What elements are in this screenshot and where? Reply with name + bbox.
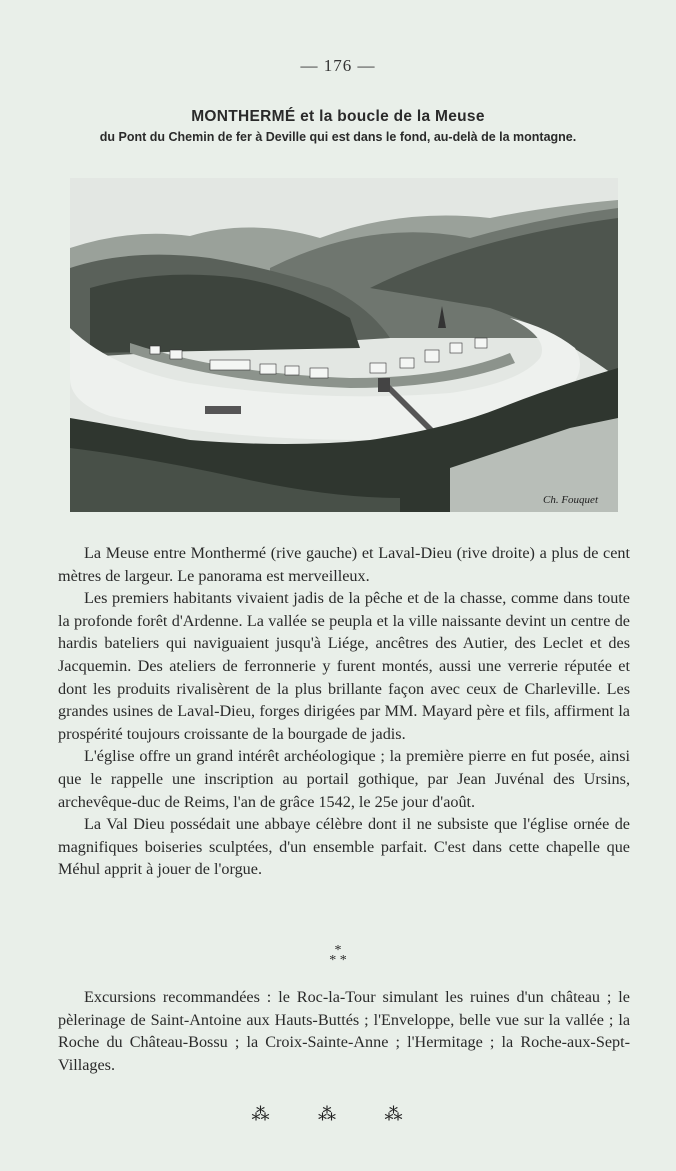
body-text [58,542,630,881]
paragraph: La Val Dieu possédait une abbaye célèbre dont il ne subsiste que l'église ornée de magnifiques boiseries sculptées, d'un ensemble parfait. C'est dans cette chapelle que Méhul apprit à jouer de l'orgue. [58,815,630,879]
paragraph: Les premiers habitants vivaient jadis de la pêche et de la chasse, comme dans toute la profonde forêt d'Ardenne. La vallée se peupla et la ville naissante devint un centre de hardis bateliers qui naviguaient jusqu'à Liége, ancêtres des Autier, des Leclet et des Jacquemin. Des ateliers de ferronnerie y furent montés, aussi une verrerie réputée et dont les produits rivalisèrent de la plus brillante façon avec ceux de Charleville. Les grandes usines de Laval-Dieu, forges dirigées par MM. Mayard père et fils, affirment la prospérité toujours croissante de la bourgade de jadis. [58,589,630,743]
page-subtitle: du Pont du Chemin de fer à Deville qui est dans le fond, au-delà de la montagne. [99,130,577,144]
landscape-drawing [70,178,618,512]
asterism-separator: * * * [329,943,347,968]
closing-ornament: ⁂ ⁂ ⁂ [251,1104,425,1124]
illustration-signature: Ch. Fouquet [543,494,598,506]
paragraph: L'église offre un grand intérêt archéologique ; la première pierre en fut posée, ainsi que le rappelle une inscription au portail gothique, par Jean Juvénal des Ursins, archevêque-duc de Reims, l'an de grâce 1542, le 25e jour d'août. [58,747,630,811]
paragraph: Excursions recommandées : le Roc-la-Tour simulant les ruines d'un château ; le pèlerinage de Saint-Antoine aux Hauts-Buttés ; l'Enveloppe, belle vue sur la vallée ; la Roche du Château-Bossu ; la Croix-Sainte-Anne ; l'Hermitage ; la Roche-aux-Sept-Villages. [58,988,630,1074]
page-title: MONTHERMÉ et la boucle de la Meuse [191,108,485,125]
illustration-monthermé-meuse-loop [70,178,618,512]
paragraph: La Meuse entre Monthermé (rive gauche) et Laval-Dieu (rive droite) a plus de cent mètres de largeur. Le panorama est merveilleux. [58,544,630,585]
page-number: — 176 — [300,56,376,75]
excursions-text [58,986,630,1076]
